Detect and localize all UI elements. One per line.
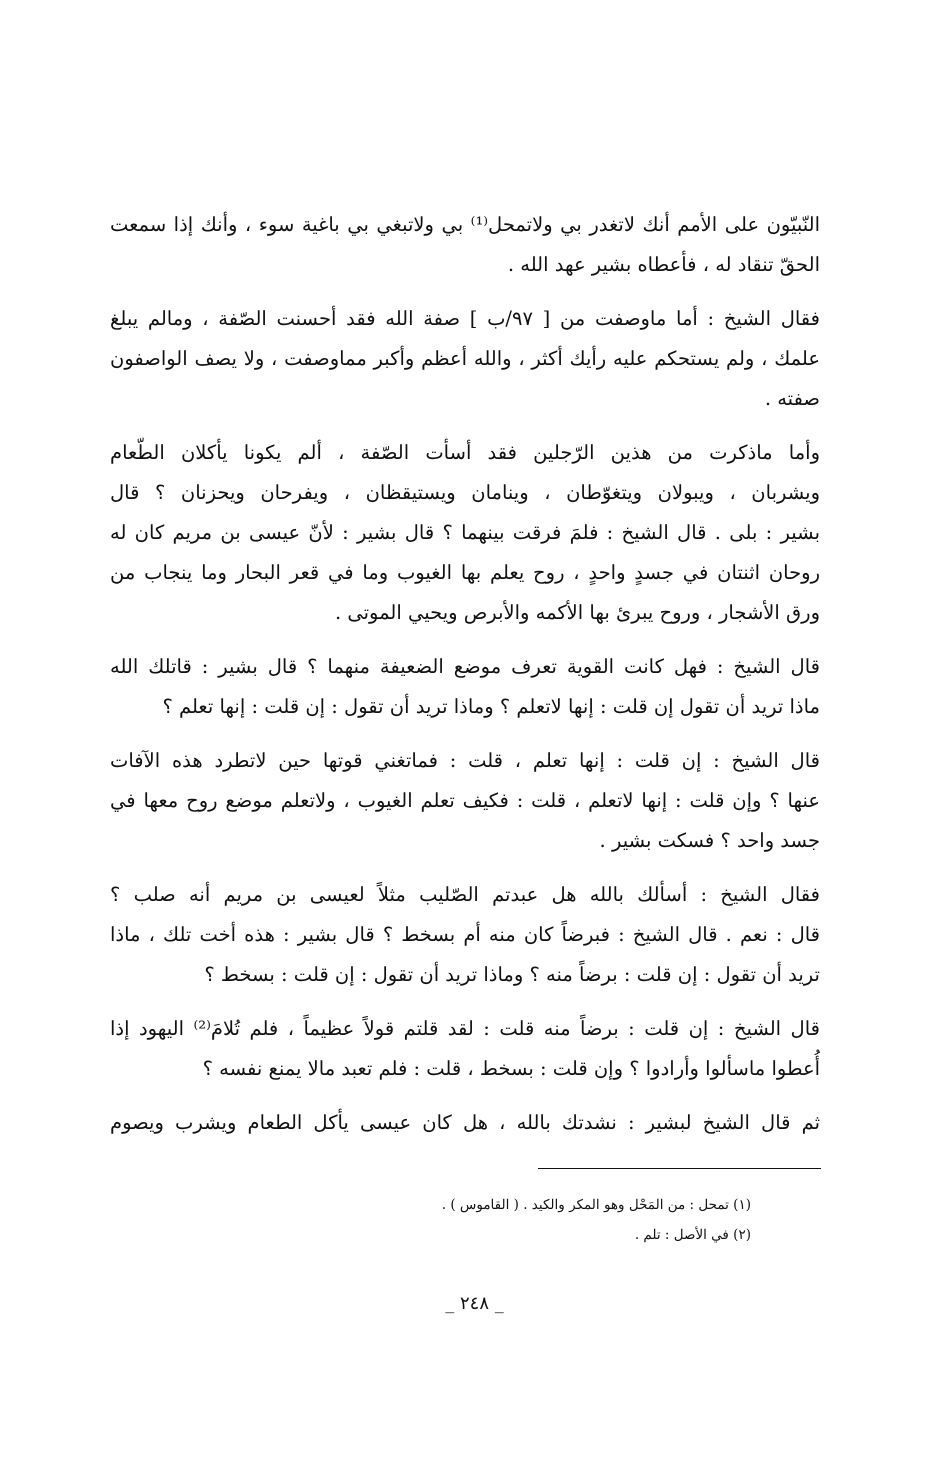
- footnote-1: (١) تمحل : من المَحْل وهو المكر والكيد . ( القاموس ) .: [441, 1197, 751, 1213]
- text-line: النّبيّون على الأمم أنك لاتغدر بي ولاتمحل⁽¹⁾ بي ولاتبغي بي باغية سوء ، وأنك إذا سمعت: [110, 213, 820, 236]
- text-line: قال الشيخ : فهل كانت القوية تعرف موضع الضعيفة منهما ؟ قال بشير : قاتلك الله: [110, 655, 820, 678]
- page-number: _ ٢٤٨ _: [445, 1293, 504, 1314]
- main-text: [110, 205, 820, 1157]
- text-line: الحقّ تنقاد له ، فأعطاه بشير عهد الله .: [507, 253, 820, 276]
- text-line: فقال الشيخ : أما ماوصفت من [ ٩٧/ب ] صفة الله فقد أحسنت الصّفة ، ومالم يبلغ: [110, 307, 820, 330]
- paragraph-7: [110, 1009, 820, 1089]
- text-line: وأما ماذكرت من هذين الرّجلين فقد أسأت الصّفة ، ألم يكونا يأكلان الطّعام: [110, 441, 820, 464]
- text-line: أُعطوا ماسألوا وأرادوا ؟ وإن قلت : بسخط ، قلت : فلم تعبد مالا يمنع نفسه ؟: [202, 1057, 820, 1080]
- paragraph-2: [110, 299, 820, 419]
- paragraph-4: [110, 647, 820, 727]
- text-line: ثم قال الشيخ لبشير : نشدتك بالله ، هل كان عيسى يأكل الطعام ويشرب ويصوم: [110, 1111, 820, 1134]
- paragraph-3: [110, 433, 820, 633]
- text-line: فقال الشيخ : أسألك بالله هل عبدتم الصّليب مثلاً لعيسى بن مريم أنه صلب ؟: [110, 883, 820, 906]
- footnote-divider: [538, 1168, 821, 1169]
- text-line: تريد أن تقول : إن قلت : برضاً منه ؟ وماذا تريد أن تقول : إن قلت : بسخط ؟: [204, 963, 820, 986]
- paragraph-6: [110, 875, 820, 995]
- footnote-2: (٢) في الأصل : تلم .: [634, 1227, 751, 1243]
- text-line: قال الشيخ : إن قلت : إنها تعلم ، قلت : فماتغني قوتها حين لاتطرد هذه الآفات: [110, 749, 820, 772]
- paragraph-1: [110, 205, 820, 285]
- text-line: بشير : بلى . قال الشيخ : فلمَ فرقت بينهما ؟ قال بشير : لأنّ عيسى بن مريم كان له: [110, 521, 820, 544]
- paragraph-5: [110, 741, 820, 861]
- text-line: ويشربان ، ويبولان ويتغوّطان ، وينامان ويستيقظان ، ويفرحان ويحزنان ؟ قال: [110, 481, 821, 504]
- text-line: قال الشيخ : إن قلت : برضاً منه قلت : لقد قلتم قولاً عظيماً ، فلم تُلامَ⁽²⁾ اليهود إذا: [110, 1017, 820, 1040]
- text-line: ماذا تريد أن تقول إن قلت : إنها لاتعلم ؟ وماذا تريد أن تقول : إن قلت : إنها تعلم ؟: [162, 695, 820, 718]
- text-line: ورق الأشجار ، وروح يبرئ بها الأكمه والأبرص ويحيي الموتى .: [334, 601, 820, 624]
- text-line: روحان اثنتان في جسدٍ واحدٍ ، روح يعلم بها الغيوب وما في قعر البحار وما ينجاب من: [110, 561, 820, 584]
- text-line: علمك ، ولم يستحكم عليه رأيك أكثر ، والله أعظم وأكبر مماوصفت ، ولا يصف الواصفون: [110, 347, 820, 370]
- text-line: صفته .: [764, 387, 820, 410]
- text-line: عنها ؟ وإن قلت : إنها لاتعلم ، قلت : فكيف تعلم الغيوب ، ولاتعلم موضع روح معها في: [110, 789, 820, 812]
- footnotes: [442, 1190, 751, 1250]
- paragraph-8: [110, 1103, 820, 1143]
- text-line: قال : نعم . قال الشيخ : فبرضاً كان منه أم بسخط ؟ قال بشير : هذه أخت تلك ، ماذا: [110, 923, 820, 946]
- text-line: جسد واحد ؟ فسكت بشير .: [599, 829, 820, 852]
